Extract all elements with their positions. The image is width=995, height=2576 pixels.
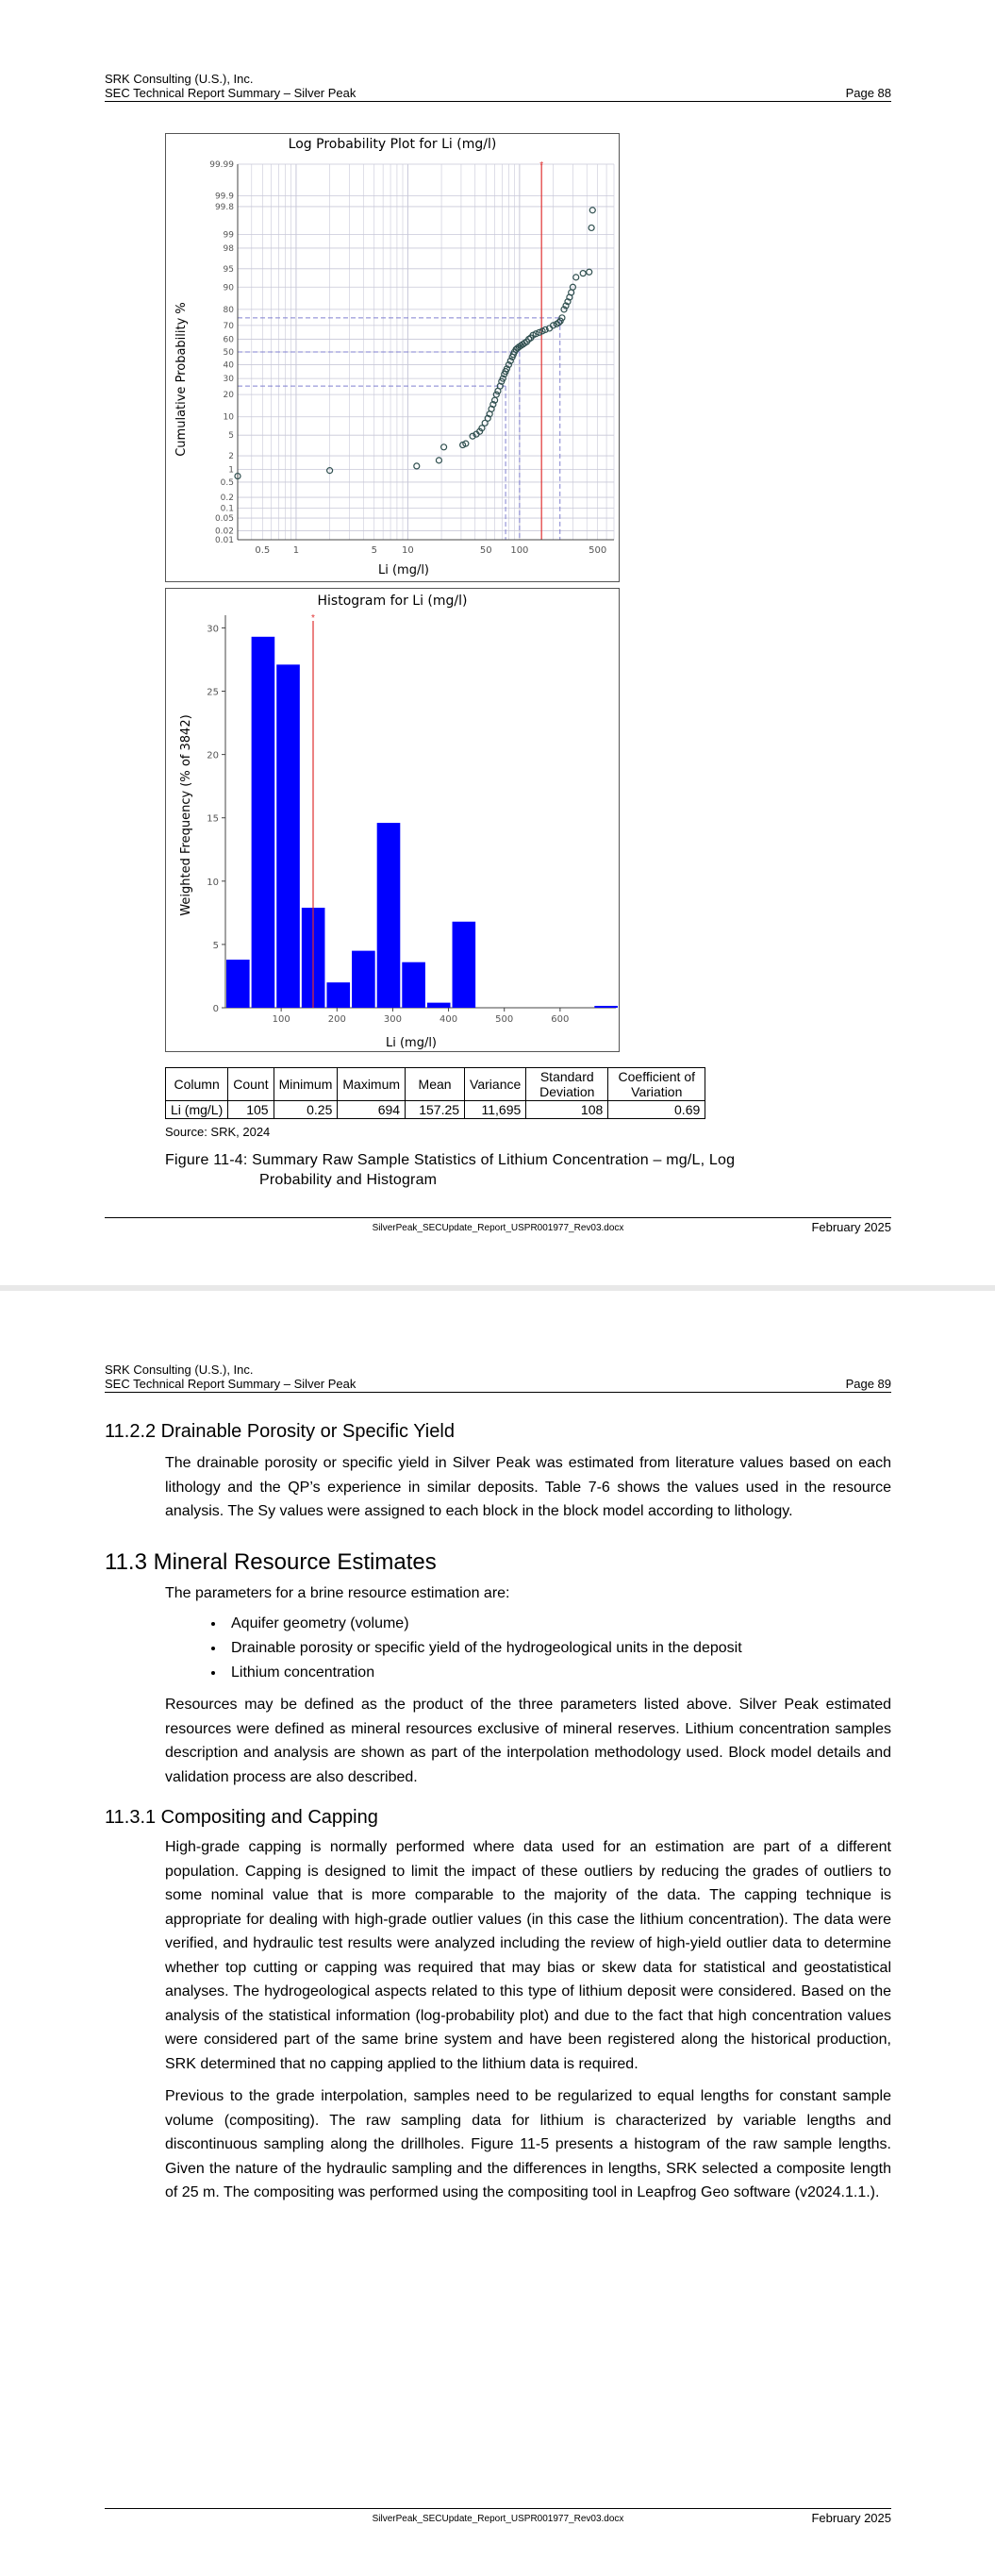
footer-filename: SilverPeak_SECUpdate_Report_USPR001977_Rev03.docx (372, 2514, 624, 2524)
y-tick-label: 0.01 (214, 536, 234, 545)
footer-date: February 2025 (811, 2511, 891, 2525)
y-tick-label: 99.9 (214, 192, 234, 202)
list-item: • Lithium concentration (225, 1661, 891, 1685)
caption-line-2: Probability and Histogram (259, 1172, 438, 1188)
log-probability-chart (166, 134, 619, 581)
x-tick-label: 400 (439, 1014, 458, 1025)
table-header-cell: Standard Deviation (526, 1068, 608, 1101)
section-heading-11-3-1: 11.3.1 Compositing and Capping (105, 1807, 378, 1828)
summary-statistics-table (165, 1067, 705, 1119)
y-tick-label: 40 (223, 360, 234, 371)
y-tick-label: 80 (223, 305, 234, 315)
y-tick-label: 20 (223, 391, 234, 401)
page-header (105, 72, 891, 102)
y-tick-label: 99 (223, 230, 234, 241)
histogram-bar (276, 664, 300, 1008)
histogram-bar (402, 962, 425, 1008)
y-axis-label: Cumulative Probability % (174, 302, 189, 457)
page-number: Page 88 (845, 86, 891, 100)
x-tick-label: 5 (371, 545, 377, 556)
histogram-bar (226, 960, 250, 1008)
table-header-cell: Count (228, 1068, 274, 1101)
footer-date: February 2025 (811, 1220, 891, 1234)
y-axis-label: Weighted Frequency (% of 3842) (179, 714, 193, 916)
x-axis-label: Li (mg/l) (377, 563, 430, 577)
y-tick-label: 90 (223, 283, 234, 293)
paragraph: Previous to the grade interpolation, samples need to be regularized to equal lengths for constant sample volume (compositing). The raw sampling data for lithium is characterized by variable lengths and discontinuous sampling along the drillholes. Figure 11-5 presents a histogram of the raw sample lengths. Given the nature of the hydraulic sampling and the differences in lengths, SRK selected a composite length of 25 m. The compositing was performed using the compositing tool in Leapfrog Geo software (v2024.1.1.). (165, 2088, 891, 2200)
y-tick-label: 2 (228, 452, 234, 462)
y-tick-label: 50 (223, 348, 234, 358)
y-tick-label: 5 (212, 940, 219, 951)
paragraph: Resources may be defined as the product of the three parameters listed above. Silver Peak estimated resources were defined as mineral resources exclusive of mineral reserves. Lithium concentration samples description and analysis are shown as part of the interpolation methodology used. Block model details and validation process are also described. (165, 1697, 891, 1785)
x-tick-label: 100 (510, 545, 529, 556)
data-point (441, 444, 447, 450)
table-row (166, 1101, 705, 1119)
table-header-cell: Variance (465, 1068, 526, 1101)
y-tick-label: 99.8 (214, 202, 234, 212)
y-tick-label: 0.5 (220, 477, 234, 488)
log-probability-figure (165, 133, 620, 582)
y-tick-label: 30 (223, 375, 234, 385)
page-89 (0, 1291, 995, 2576)
x-tick-label: 100 (272, 1014, 290, 1025)
data-point (414, 463, 420, 469)
x-tick-label: 50 (479, 545, 492, 556)
mean-marker: * (539, 160, 544, 171)
x-tick-label: 200 (327, 1014, 346, 1025)
y-tick-label: 30 (207, 624, 219, 635)
histogram-bar (453, 922, 476, 1008)
y-tick-label: 10 (207, 877, 219, 888)
y-tick-label: 0.1 (220, 504, 234, 514)
histogram-bar (377, 823, 401, 1008)
table-header-row (166, 1068, 705, 1101)
y-tick-label: 20 (207, 750, 219, 761)
page-header (105, 1363, 891, 1393)
x-tick-label: 10 (402, 545, 414, 556)
header-report-title: SEC Technical Report Summary – Silver Peak (105, 1377, 357, 1391)
histogram-bar (427, 1003, 451, 1008)
y-tick-label: 1 (228, 465, 234, 476)
x-tick-label: 0.5 (255, 545, 271, 556)
table-header-cell: Minimum (274, 1068, 338, 1101)
y-tick-label: 0.02 (214, 527, 234, 537)
data-point (436, 458, 441, 463)
figure-caption (165, 1150, 825, 1190)
y-tick-label: 0.2 (220, 493, 234, 504)
x-tick-label: 1 (292, 545, 300, 556)
page-footer (105, 2508, 891, 2525)
list-item: • Drainable porosity or specific yield of the hydrogeological units in the deposit (225, 1636, 891, 1661)
table-header-cell: Coefficient of Variation (608, 1068, 705, 1101)
y-tick-label: 10 (223, 412, 234, 423)
table-cell: 694 (338, 1101, 406, 1119)
table-cell: 0.25 (274, 1101, 338, 1119)
y-tick-label: 5 (228, 431, 234, 442)
table-cell: Li (mg/L) (166, 1101, 228, 1119)
y-tick-label: 95 (223, 264, 234, 275)
paragraph: The parameters for a brine resource estimation are: (165, 1584, 510, 1601)
table-header-cell: Maximum (338, 1068, 406, 1101)
table-header-cell: Column (166, 1068, 228, 1101)
section-heading-11-3: 11.3 Mineral Resource Estimates (105, 1548, 437, 1575)
histogram-bar (252, 637, 275, 1008)
data-point (573, 275, 579, 280)
data-point (580, 271, 586, 276)
table-cell: 157.25 (406, 1101, 465, 1119)
page-88 (0, 0, 995, 1285)
histogram-figure (165, 588, 620, 1052)
paragraph: High-grade capping is normally performed where data used for an estimation are part of a different population. Capping is designed to limit the impact of these outliers by reducing the grades of outliers to some nominal value that is more comparable to the majority of the data. The capping technique is appropriate for dealing with high-grade outlier values (in this case the lithium concentration). The data were verified, and hydraulic test results were analyzed including the review of high-yield outlier data to determine whether top cutting or capping was required that may bias or skew data for statistical and geostatistical analyses. The hydrogeological aspects related to this type of lithium deposit were considered. Based on the analysis of the statistical information (log-probability plot) and due to the fact that high concentration values were considered part of the same brine system and have been registered along the historical production, SRK determined that no capping applied to the lithium data is required. (165, 1839, 891, 2072)
footer-filename: SilverPeak_SECUpdate_Report_USPR001977_Rev03.docx (372, 1223, 624, 1233)
data-point (587, 269, 592, 275)
y-tick-label: 0.05 (214, 514, 234, 525)
data-point (589, 208, 595, 213)
caption-line-1: Figure 11-4: Summary Raw Sample Statistics of Lithium Concentration – mg/L, Log (165, 1152, 736, 1168)
x-tick-label: 300 (383, 1014, 402, 1025)
data-point (589, 225, 594, 230)
table-cell: 105 (228, 1101, 274, 1119)
header-company: SRK Consulting (U.S.), Inc. (105, 72, 254, 86)
y-tick-label: 70 (223, 321, 234, 331)
mean-marker: * (311, 613, 315, 624)
y-tick-label: 25 (207, 687, 219, 698)
table-cell: 0.69 (608, 1101, 705, 1119)
y-tick-label: 0 (212, 1004, 219, 1014)
histogram-bar (594, 1006, 618, 1008)
x-axis-label: Li (mg/l) (385, 1036, 438, 1050)
section-heading-11-2-2: 11.2.2 Drainable Porosity or Specific Yield (105, 1421, 455, 1442)
chart-title: Histogram for Li (mg/l) (317, 594, 468, 609)
y-tick-label: 99.99 (209, 160, 234, 170)
page-footer (105, 1217, 891, 1234)
histogram-chart (166, 589, 619, 1051)
x-tick-label: 500 (589, 545, 607, 556)
paragraph: The drainable porosity or specific yield in Silver Peak was estimated from literature values based on each lithology and the QP’s experience in similar deposits. Table 7-6 shows the values used in the resource analysis. The Sy values were assigned to each block in the block model according to lithology. (165, 1455, 891, 1519)
table-header-cell: Mean (406, 1068, 465, 1101)
histogram-bar (352, 951, 375, 1008)
chart-title: Log Probability Plot for Li (mg/l) (288, 137, 497, 152)
page-body (105, 1421, 891, 2205)
table-cell: 108 (526, 1101, 608, 1119)
histogram-bar (326, 982, 350, 1008)
y-tick-label: 15 (207, 813, 219, 825)
list-item: • Aquifer geometry (volume) (225, 1612, 891, 1636)
page-number: Page 89 (845, 1377, 891, 1391)
parameter-list (105, 1612, 891, 1685)
y-tick-label: 98 (223, 243, 234, 254)
x-tick-label: 500 (495, 1014, 514, 1025)
header-company: SRK Consulting (U.S.), Inc. (105, 1363, 254, 1377)
y-tick-label: 60 (223, 335, 234, 345)
x-tick-label: 600 (551, 1014, 570, 1025)
figure-source: Source: SRK, 2024 (165, 1125, 271, 1139)
header-report-title: SEC Technical Report Summary – Silver Peak (105, 86, 357, 100)
table-cell: 11,695 (465, 1101, 526, 1119)
